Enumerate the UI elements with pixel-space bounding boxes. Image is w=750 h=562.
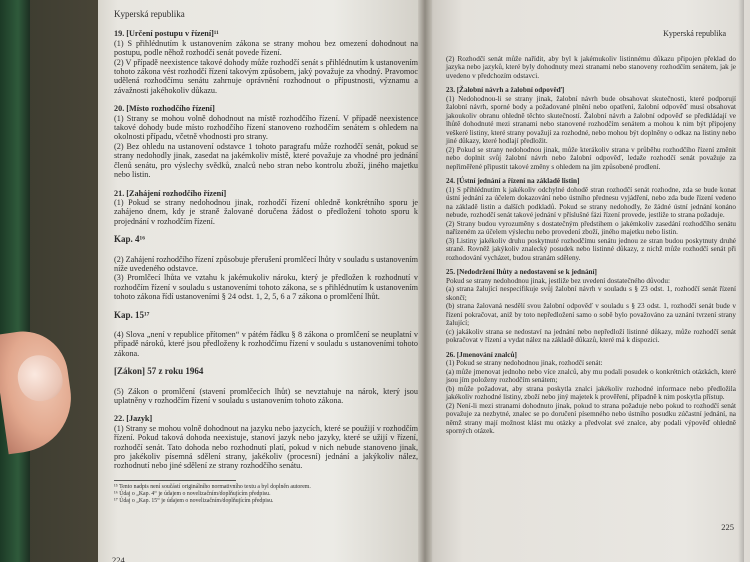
paragraph: (1) Pokud se strany nedohodnou jinak, rozhodčí senát: xyxy=(446,359,603,367)
section-26 xyxy=(446,351,736,436)
section-title: 19. [Určení postupu v řízení]¹¹ xyxy=(114,29,219,39)
section-25 xyxy=(446,268,736,345)
paragraph: (1) Nedohodnou-li se strany jinak, žalobní návrh bude obsahovat skutečnosti, které podporují žalobní návrh, sporné body a požadované plnění nebo opatření, žalobní odpověď musí obsahovat jakoukoliv obranu ohledně těchto skutečností. Žalobní návrh a žalobní odpověď se předkládají ve lhůtě dohodnuté mezi stranami nebo stanovené rozhodčím senátem a mohou k nim být připojeny veškeré listiny, které strany považují za rozhodné, nebo mohou být doplněny o odkaz na listiny nebo jiné důkazy, které hodlají předložit. xyxy=(446,94,736,145)
paragraph: (1) Strany se mohou volně dohodnout na místě rozhodčího řízení. V případě neexistence takové dohody bude místo rozhodčího řízení stanoveno rozhodčím senátem s ohledem na okolnosti případu, včetně vhodnosti pro strany. xyxy=(114,113,418,142)
paragraph: (1) S přihlédnutím k ustanovením zákona se strany mohou bez omezení dohodnout na postupu, podle něhož rozhodčí senát povede řízení. xyxy=(114,38,418,58)
book-gutter xyxy=(418,0,432,562)
section-20 xyxy=(114,104,418,179)
paragraph: (2) Pokud se strany nedohodnou jinak, může kterákoliv strana v průběhu rozhodčího řízení změnit nebo doplnit svůj žalobní návrh nebo žalobní odpověď, ledaže rozhodčí senát považuje za nepřiměřené připustit takové změny s ohledem na jím způsobené prodlení. xyxy=(446,145,736,171)
paragraph: (a) může jmenovat jednoho nebo více znalců, aby mu podali posudek o konkrétních otázkách, které jsou jím položeny rozhodčím senátem; xyxy=(446,367,736,384)
paragraph: (1) Strany se mohou volně dohodnout na jazyku nebo jazycích, které se použijí v rozhodčím řízení. Pokud taková dohoda neexistuje, stanoví jazyk nebo jazyky, které se užijí v řízení, rozhodčí senát. Tato dohoda nebo rozhodnutí platí, pokud v nich nebude stanoveno jinak, pro jakékoliv písemná sdělení strany, jakékoliv (procesní) jednání a jakýkoliv nález, rozhodnutí nebo jiné sdělení ze strany rozhodčího senátu. xyxy=(114,423,418,471)
footnote: ¹⁷ Údaj o „Kap. 15“ je údajem o novelizačním/doplňujícím předpisu. xyxy=(114,498,274,505)
paragraph: (a) strana žalující nespecifikuje svůj žalobní návrh v souladu s § 23 odst. 1, rozhodčí senát řízení skončí; xyxy=(446,285,736,302)
section-19 xyxy=(114,29,418,95)
running-header: Kyperská republika xyxy=(114,9,185,19)
book-cover-edge xyxy=(0,0,30,562)
section-21 xyxy=(114,189,418,227)
paragraph: (2) Strany budou vyrozuměny s dostatečným předstihem o jakémkoliv zasedání rozhodčího senátu nařízeném za účelem výslechu nebo provedení zboží, jiného majetku nebo listin. xyxy=(446,219,736,236)
section-title: 20. [Místo rozhodčího řízení] xyxy=(114,104,215,114)
page-number-left: 224 xyxy=(112,555,125,562)
paragraph: (2) Rozhodčí senát může nařídit, aby byl k jakémukoliv listinnému důkazu připojen překlad do jazyka nebo jazyků, které byly dohodnuty mezi stranami nebo stanoveny rozhodčím senátem, jak je uvedeno v předchozím odstavci. xyxy=(446,54,736,80)
paragraph: (3) Promlčecí lhůta ve vztahu k jakémukoliv nároku, který je předložen k rozhodnutí v rozhodčím řízení v souladu s ustanoveními tohoto zákona, se s přihlédnutím k ustanovením tohoto zákona řídí ustanoveními § 24 odst. 1, 2, 5, 6 a 7 zákona o promlčení lhůt. xyxy=(114,273,418,302)
zakon-heading: [Zákon] 57 z roku 1964 xyxy=(114,366,204,377)
section-22 xyxy=(114,414,418,470)
section-23 xyxy=(446,86,736,171)
intro-paragraph-block xyxy=(446,55,736,81)
section-title: 25. [Nedodržení lhůty a nedostavení se k jednání] xyxy=(446,268,597,276)
section-title: 26. [Jmenování znalců] xyxy=(446,350,517,359)
footnote-divider xyxy=(114,480,236,481)
kap-4-heading: Kap. 4¹⁶ xyxy=(114,234,145,245)
left-page-content xyxy=(114,10,418,505)
zakon-block xyxy=(114,387,418,406)
kap-15-block xyxy=(114,330,418,358)
page-edge-shadow xyxy=(738,0,744,562)
paragraph: (1) S přihlédnutím k jakékoliv odchylné dohodě stran rozhodčí senát rozhodne, zda se bude konat ústní jednání za účelem dokazování nebo ústního přednesu vyjádření, nebo zda bude řízení vedeno na základě listin a dalších podkladů. Pokud se strany nedohodly, že žádné ústní jednání konáno nebude, rozhodčí senát takové jednání v příslušné fázi řízení provede, jestliže to strana požaduje. xyxy=(446,185,736,219)
section-title: 22. [Jazyk] xyxy=(114,414,153,424)
footnote: ¹⁶ Údaj o „Kap. 4“ je údajem o novelizačním/doplňujícím předpisu. xyxy=(114,491,271,498)
paragraph: (5) Zákon o promlčení (stavení promlčecích lhůt) se nevztahuje na nárok, který jsou uplatněny v rozhodčím řízení v souladu s ustanovením tohoto zákona. xyxy=(114,386,418,405)
right-page-content xyxy=(446,30,736,442)
paragraph: (2) Bez ohledu na ustanovení odstavce 1 tohoto paragrafu může rozhodčí senát, pokud se strany nedohodly jinak, zasedat na jakémkoliv místě, které považuje za vhodné pro jednání členů senátu, pro výslechy svědků, znalců nebo stran nebo kontrolu zboží, jiného majetku nebo listin. xyxy=(114,141,418,180)
paragraph: (c) jakákoliv strana se nedostaví na jednání nebo nepředloží listinné důkazy, může rozhodčí senát pokračovat v řízení a vydat nález na základě důkazů, které má k dispozici. xyxy=(446,327,736,344)
paragraph: (b) strana žalovaná nesdělí svou žalobní odpověď v souladu s § 23 odst. 1, rozhodčí senát bude v řízení pokračovat, aniž by toto nepředložení samo o sobě bylo považováno za uznání tvrzení strany žalující; xyxy=(446,302,736,327)
page-number-right: 225 xyxy=(721,522,734,532)
section-title: 24. [Ústní jednání a řízení na základě listin] xyxy=(446,177,580,185)
section-title: 23. [Žalobní návrh a žalobní odpověď] xyxy=(446,86,565,94)
running-header: Kyperská republika xyxy=(663,29,726,38)
kap-4-block xyxy=(114,255,418,302)
footnotes xyxy=(114,484,418,506)
paragraph: (b) může požadovat, aby strana poskytla znalci jakékoliv rozhodné informace nebo předložila jakékoliv rozhodné listiny, zboží nebo jiný majetek k prověření, případně k nim poskytla přístup. xyxy=(446,384,736,401)
paragraph: (3) Listiny jakékoliv druhu poskytnuté rozhodčímu senátu jednou ze stran budou poskytnuty druhé straně. Rovněž jakýkoliv znalecký posudek nebo listinné důkazy, z nichž může rozhodčí senát při rozhodování vycházet, budou stranám sděleny. xyxy=(446,236,736,262)
left-page xyxy=(98,0,434,562)
paragraph: (1) Pokud se strany nedohodnou jinak, rozhodčí řízení ohledně konkrétního sporu je zahájeno dnem, kdy je straně žalované doručena žádost o předložení tohoto sporu k projednání v rozhodčím řízení. xyxy=(114,197,418,226)
right-page xyxy=(424,0,750,562)
paragraph: (2) Zahájení rozhodčího řízení způsobuje přerušení promlčecí lhůty v souladu s ustanovením níže uvedeného odstavce. xyxy=(114,254,418,273)
section-24 xyxy=(446,177,736,262)
paragraph: (4) Slova „není v republice přítomen“ v pátém řádku § 8 zákona o promlčení se neuplatní v případě nároků, které jsou předloženy k rozhodčímu řízení v souladu s ustanoveními tohoto zákona. xyxy=(114,329,418,358)
paragraph: (2) Není-li mezi stranami dohodnuto jinak, pokud to strana požaduje nebo pokud to rozhodčí senát považuje za nezbytné, znalec se po doručení písemného nebo ústního posudku zúčastní jednání, na němž strany mají možnost klást mu otázky a předvolat své znalce, aby podali výpověď ohledně sporných otázek. xyxy=(446,401,736,435)
footnote: ¹⁵ Tento nadpis není součástí originálního normativního textu a byl doplněn autorem. xyxy=(114,483,311,490)
section-title: 21. [Zahájení rozhodčího řízení] xyxy=(114,188,227,198)
paragraph: Pokud se strany nedohodnou jinak, jestliže bez uvedení dostatečného důvodu: xyxy=(446,276,670,285)
kap-15-heading: Kap. 15¹⁷ xyxy=(114,309,150,320)
paragraph: (2) V případě neexistence takové dohody může rozhodčí senát s přihlédnutím k ustanovením tohoto zákona vést rozhodčí řízení takovým způsobem, jaký považuje za vhodný. Pravomoc udělená rozhodčímu senátu zahrnuje oprávnění rozhodnout o přípustnosti, významu a závažnosti jakéhokoliv důkazu. xyxy=(114,57,418,95)
